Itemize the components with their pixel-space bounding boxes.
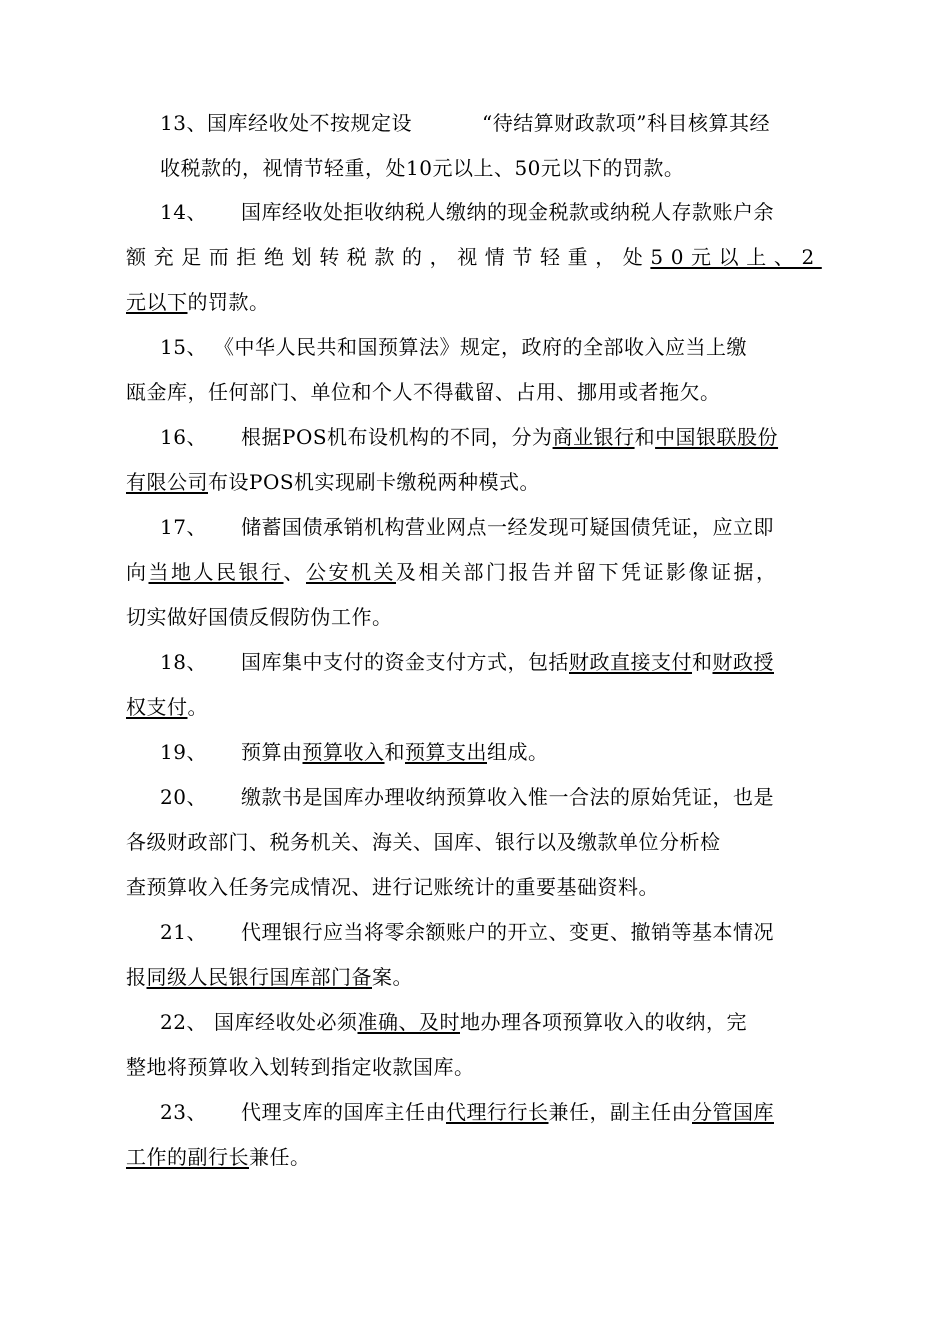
- underlined-answer: 预算支出: [405, 740, 487, 764]
- item-18-number: 18、: [160, 650, 207, 674]
- item-21-line-2: 报同级人民银行国库部门备案。: [126, 965, 413, 989]
- item-13-line-1b: “待结算财政款项”科目核算其经: [482, 111, 770, 135]
- underlined-answer: 中国银联股份: [655, 425, 779, 449]
- item-14-line-1: 国库经收处拒收纳税人缴纳的现金税款或纳税人存款账户余: [241, 200, 774, 224]
- item-13-line-2: 收税款的，视情节轻重，处10元以上、50元以下的罚款。: [160, 156, 685, 180]
- underlined-answer: 当地人民银行: [148, 560, 284, 584]
- item-16-number: 16、: [160, 425, 207, 449]
- item-19-number: 19、: [160, 740, 207, 764]
- item-20-number: 20、: [160, 785, 207, 809]
- underlined-answer: 权支付: [126, 695, 188, 719]
- underlined-answer: 元以下: [126, 290, 188, 314]
- item-17-number: 17、: [160, 515, 207, 539]
- item-14-line-2: 额充足而拒绝划转税款的，视情节轻重，处50元以上、2: [126, 245, 822, 269]
- underlined-answer: 同级人民银行国库部门备: [146, 965, 372, 989]
- item-13-line-1: 13、国库经收处不按规定设: [160, 111, 412, 135]
- underlined-answer: 有限公司: [126, 470, 208, 494]
- item-23-line-1: 代理支库的国库主任由代理行行长兼任，副主任由分管国库: [241, 1100, 774, 1124]
- underlined-answer: 预算收入: [302, 740, 385, 764]
- item-14-number: 14、: [160, 200, 207, 224]
- underlined-answer: 财政直接支付: [569, 650, 692, 674]
- underlined-answer: 分管国库: [692, 1100, 774, 1124]
- item-21-line-1: 代理银行应当将零余额账户的开立、变更、撤销等基本情况: [241, 920, 774, 944]
- item-16-line-1: 根据POS机布设机构的不同，分为商业银行和中国银联股份: [241, 425, 779, 449]
- item-19-line-1: 预算由预算收入和预算支出组成。: [241, 740, 549, 764]
- item-15-line-1: 《中华人民共和国预算法》规定，政府的全部收入应当上缴: [214, 335, 747, 359]
- item-23-line-2: 工作的副行长兼任。: [126, 1145, 311, 1169]
- underlined-answer: 代理行行长: [446, 1100, 549, 1124]
- item-16-line-2: 有限公司布设POS机实现刷卡缴税两种模式。: [126, 470, 541, 494]
- underlined-answer: 工作的副行长: [126, 1145, 249, 1169]
- underlined-answer: 财政授: [712, 650, 774, 674]
- item-22-line-2: 整地将预算收入划转到指定收款国库。: [126, 1055, 475, 1079]
- item-14-line-3: 元以下的罚款。: [126, 290, 270, 314]
- item-20-line-1: 缴款书是国库办理收纳预算收入惟一合法的原始凭证，也是: [241, 785, 774, 809]
- item-18-line-2: 权支付。: [126, 695, 208, 719]
- item-17-line-1: 储蓄国债承销机构营业网点一经发现可疑国债凭证，应立即: [241, 515, 774, 539]
- item-15-line-2: 瓯金库，任何部门、单位和个人不得截留、占用、挪用或者拖欠。: [126, 380, 721, 404]
- item-20-line-3: 查预算收入任务完成情况、进行记账统计的重要基础资料。: [126, 875, 659, 899]
- item-15-number: 15、: [160, 335, 207, 359]
- underlined-answer: 准确、及时: [357, 1010, 460, 1034]
- item-21-number: 21、: [160, 920, 207, 944]
- item-23-number: 23、: [160, 1100, 207, 1124]
- item-20-line-2: 各级财政部门、税务机关、海关、国库、银行以及缴款单位分析检: [126, 830, 721, 854]
- item-22-line-1: 国库经收处必须准确、及时地办理各项预算收入的收纳，完: [214, 1010, 747, 1034]
- item-17-line-2: 向当地人民银行、公安机关及相关部门报告并留下凭证影像证据，: [126, 560, 779, 584]
- item-17-line-3: 切实做好国债反假防伪工作。: [126, 605, 393, 629]
- item-22-number: 22、: [160, 1010, 207, 1034]
- underlined-answer: 50元以上、2: [650, 245, 822, 269]
- item-number: 13、: [160, 111, 207, 135]
- underlined-answer: 商业银行: [552, 425, 635, 449]
- item-18-line-1: 国库集中支付的资金支付方式，包括财政直接支付和财政授: [241, 650, 774, 674]
- underlined-answer: 公安机关: [306, 560, 396, 584]
